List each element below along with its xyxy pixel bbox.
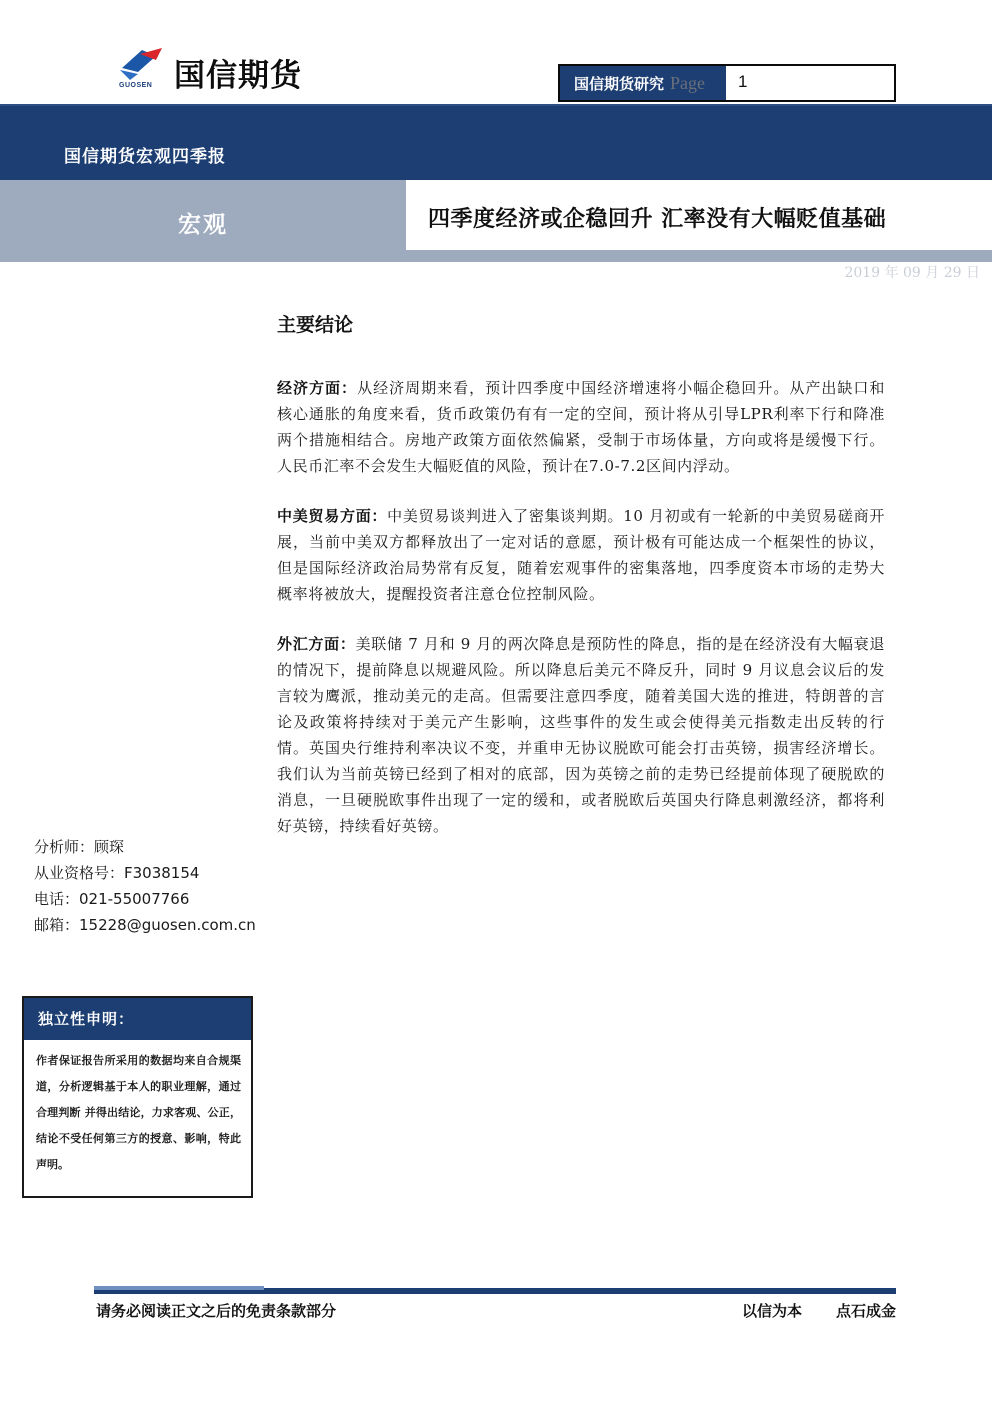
page-indicator [558,64,896,102]
paragraph-text: 从经济周期来看，预计四季度中国经济增速将小幅企稳回升。从产出缺口和核心通胀的角度来看，货币政策仍有有一定的空间，预计将从引导LPR利率下行和降准两个措施相结合。房地产政策方面依然偏紧，受制于市场体量，方向或将是缓慢下行。人民币汇率不会发生大幅贬值的风险，预计在7.0-7.2区间内浮动。 [277,379,885,475]
report-date: 2019 年 09 月 29 日 [844,265,980,281]
paragraph-lead: 外汇方面： [277,635,356,653]
page-number: 1 [738,72,748,91]
analyst-phone: 电话：021-55007766 [34,890,190,908]
analyst-license: 从业资格号：F3038154 [34,864,200,882]
analyst-info [34,834,256,938]
logo-text: 国信期货 [174,58,302,94]
paragraph-fx [277,631,885,839]
paragraph-text: 中美贸易谈判进入了密集谈判期。10 月初或有一轮新的中美贸易磋商开展，当前中美双方都释放出了一定对话的意愿，预计极有可能达成一个框架性的协议，但是国际经济政治局势常有反复，随着宏观事件的密集落地，四季度资本市场的走势大概率将被放大，提醒投资者注意仓位控制风险。 [277,507,885,603]
footer-slogan-2: 点石成金 [835,1302,896,1320]
main-content [277,310,885,863]
headline-panel [406,180,992,250]
independence-statement-body: 作者保证报告所采用的数据均来自合规渠道，分析逻辑基于本人的职业理解，通过合理判断 并得出结论，力求客观、公正，结论不受任何第三方的授意、影响，特此声明。 [36,1054,241,1171]
paragraph-lead: 经济方面： [277,379,358,397]
analyst-name: 分析师：顾琛 [34,838,125,856]
paragraph-text: 美联储 7 月和 9 月的两次降息是预防性的降息，指的是在经济没有大幅衰退的情况下，提前降息以规避风险。所以降息后美元不降反升，同时 9 月议息会议后的发言较为鹰派，推动美元的走高。但需要注意四季度，随着美国大选的推进，特朗普的言论及政策将持续对于美元产生影响，这些事件的发生或会使得美元指数走出反转的行情。英国央行维持利率决议不变，并重申无协议脱欧可能会打击英镑，损害经济增长。我们认为当前英镑已经到了相对的底部，因为英镑之前的走势已经提前体现了硬脱欧的消息，一旦硬脱欧事件出现了一定的缓和，或者脱欧后英国央行降息刺激经济，都将利好英镑，持续看好英镑。 [277,635,885,835]
report-headline: 四季度经济或企稳回升 汇率没有大幅贬值基础 [428,206,887,232]
report-series-title: 国信期货宏观四季报 [64,147,226,167]
independence-statement-title: 独立性申明： [24,998,251,1040]
logo-subtext: GUOSEN [119,82,153,89]
independence-statement [22,996,253,1198]
page-indicator-label-area [560,66,726,100]
paragraph-economy [277,375,885,479]
paragraph-lead: 中美贸易方面： [277,507,388,525]
report-series-banner [0,104,992,180]
company-logo [116,46,346,96]
research-label: 国信期货研究 [574,74,665,93]
page-word: Page [670,72,706,93]
footer-slogan [742,1300,896,1321]
footer-slogan-1: 以信为本 [741,1302,802,1320]
paragraph-trade [277,503,885,607]
category-tag: 宏观 [178,211,228,238]
footer-divider-accent [94,1286,264,1290]
footer-disclaimer-note: 请务必阅读正文之后的免责条款部分 [96,1302,337,1320]
section-title: 主要结论 [277,314,354,336]
headline-banner [0,180,992,262]
analyst-email: 邮箱：15228@guosen.com.cn [34,916,256,934]
